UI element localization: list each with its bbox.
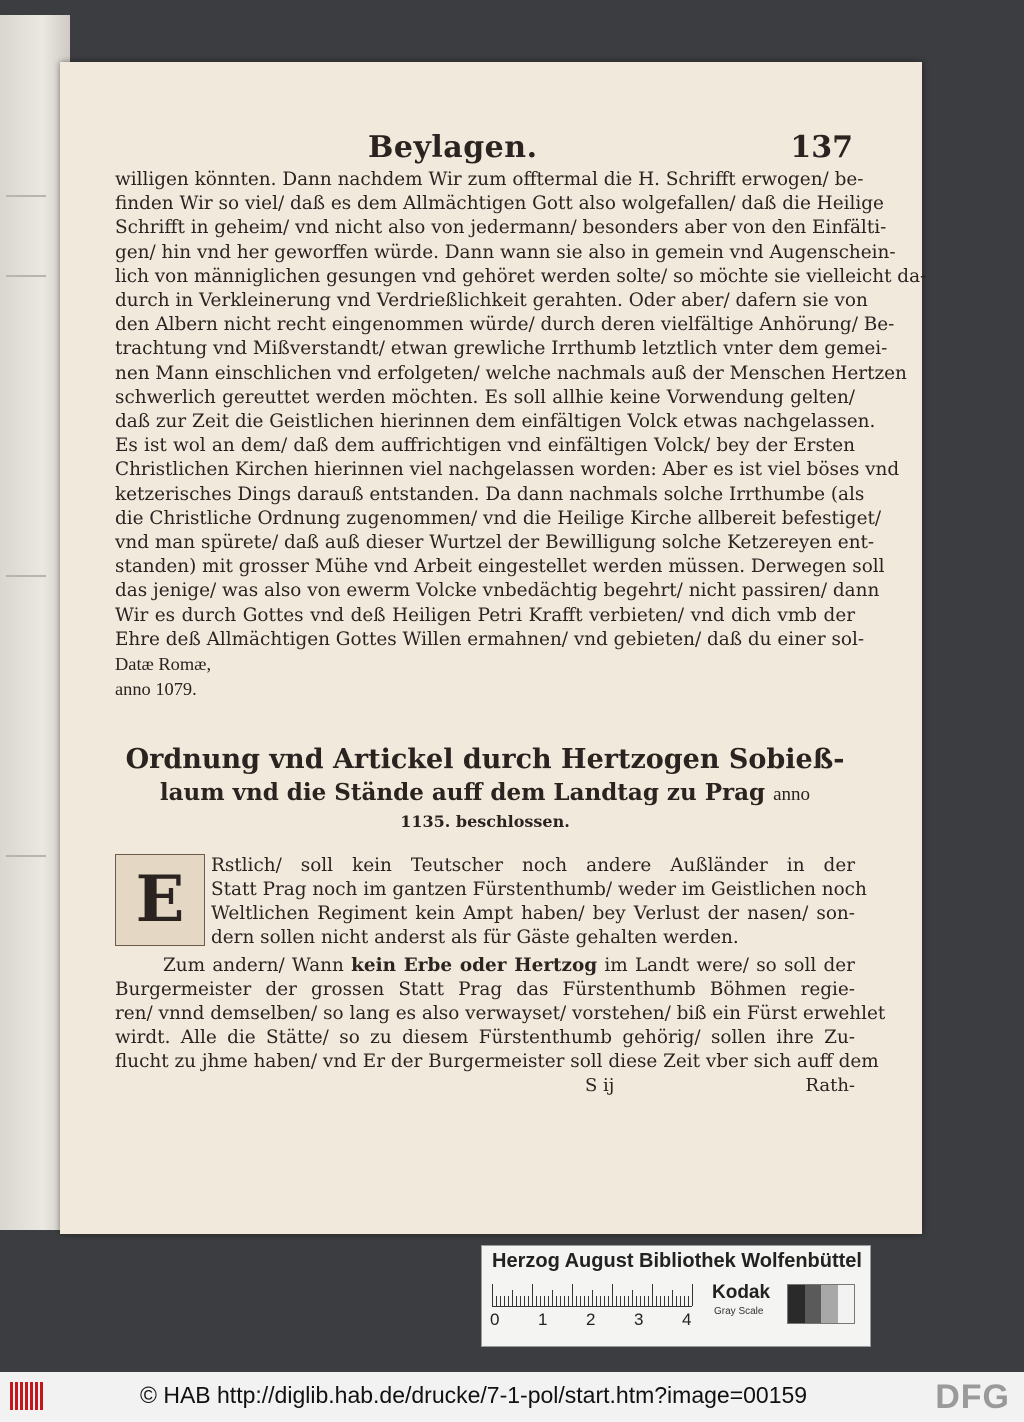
ruler-tick bbox=[576, 1296, 577, 1306]
text-line: Burgermeister der grossen Statt Prag das Fürstenthumb Böhmen regie- bbox=[115, 979, 855, 1001]
ruler-tick bbox=[568, 1296, 569, 1306]
text-line: Schrifft in geheim/ vnd nicht also von jedermann/ besonders aber von den Einfälti- bbox=[115, 217, 887, 239]
ruler-tick bbox=[600, 1296, 601, 1306]
ruler-tick bbox=[584, 1296, 585, 1306]
bleed-mark bbox=[6, 275, 46, 277]
ruler-number: 2 bbox=[586, 1310, 596, 1329]
datum-year: anno 1079. bbox=[115, 679, 197, 700]
heading-line-3: 1135. beschlossen. bbox=[400, 812, 570, 832]
ruler-tick bbox=[628, 1296, 629, 1306]
ruler-tick bbox=[536, 1296, 537, 1306]
ordnung-section bbox=[115, 854, 886, 1100]
ruler-tick bbox=[596, 1296, 597, 1306]
heading-line-2 bbox=[115, 778, 855, 810]
text-line: das jenige/ was also von ewerm Volcke vnbedächtig begehrt/ nicht passiren/ dann bbox=[115, 580, 880, 602]
text-line: standen) mit grosser Mühe vnd Arbeit eingestellet werden müssen. Derwegen soll bbox=[115, 556, 885, 578]
ruler-tick bbox=[616, 1296, 617, 1306]
measuring-ruler bbox=[492, 1284, 692, 1308]
heading-anno: anno bbox=[773, 784, 811, 806]
ruler-tick bbox=[684, 1296, 685, 1306]
zum-andern-bold: kein Erbe oder Hertzog bbox=[351, 955, 598, 977]
signature-mark: S ij bbox=[585, 1075, 615, 1097]
ruler-tick bbox=[544, 1296, 545, 1306]
heading-line-1: Ordnung vnd Artickel durch Hertzogen Sobieß- bbox=[125, 744, 845, 776]
ruler-tick bbox=[688, 1296, 689, 1306]
catchword: Rath- bbox=[805, 1075, 855, 1097]
ruler-tick bbox=[648, 1296, 649, 1306]
text-line: Weltlichen Regiment kein Ampt haben/ bey Verlust der nasen/ son- bbox=[211, 903, 855, 925]
text-line bbox=[115, 652, 855, 677]
page-content bbox=[115, 130, 927, 1100]
logo-bar bbox=[30, 1382, 33, 1410]
ruler-tick bbox=[492, 1284, 493, 1306]
gray-patch bbox=[821, 1285, 838, 1323]
text-line: lich von männiglichen gesungen vnd gehöret werden solte/ so möchte sie vielleicht da- bbox=[115, 265, 927, 287]
ruler-tick bbox=[560, 1296, 561, 1306]
footer-bar bbox=[0, 1372, 1024, 1422]
ruler-tick bbox=[572, 1284, 573, 1306]
ruler-tick bbox=[512, 1290, 513, 1306]
ruler-tick bbox=[656, 1296, 657, 1306]
ruler-number: 4 bbox=[682, 1310, 692, 1329]
running-title: Beylagen. bbox=[368, 130, 538, 165]
text-line: Christlichen Kirchen hierinnen viel nachgelassen worden: Aber es ist viel böses vnd bbox=[115, 459, 900, 481]
text-line: nen Mann einschlichen vnd erfolgeten/ welche nachmals auß der Menschen Hertzen bbox=[115, 362, 907, 384]
ruler-number: 3 bbox=[634, 1310, 644, 1329]
text-line: ketzerisches Dings darauß entstanden. Da dann nachmals solche Irrthumbe (als bbox=[115, 483, 865, 505]
text-line: schwerlich gereuttet werden möchten. Es soll allhie keine Vorwendung gelten/ bbox=[115, 386, 855, 408]
ruler-tick bbox=[624, 1296, 625, 1306]
ordnung-second-article bbox=[115, 978, 886, 1074]
ruler-tick bbox=[604, 1296, 605, 1306]
ruler-tick bbox=[680, 1296, 681, 1306]
hab-logo-icon bbox=[10, 1382, 50, 1410]
gray-scale-patches bbox=[787, 1284, 855, 1324]
text-line: gen/ hin vnd her geworffen würde. Dann wann sie also in gemein vnd Augenschein- bbox=[115, 241, 896, 263]
ruler-tick bbox=[588, 1296, 589, 1306]
gray-scale-label: Gray Scale bbox=[714, 1306, 764, 1317]
ruler-tick bbox=[564, 1296, 565, 1306]
ruler-tick bbox=[660, 1296, 661, 1306]
text-line: flucht zu jhme haben/ vnd Er der Burgermeister soll diese Zeit vber sich auff dem bbox=[115, 1051, 879, 1073]
text-line: willigen könnten. Dann nachdem Wir zum offtermal die H. Schrifft erwogen/ be- bbox=[115, 169, 864, 190]
ruler-tick bbox=[508, 1296, 509, 1306]
ruler-tick bbox=[640, 1296, 641, 1306]
text-line: durch in Verkleinerung vnd Verdrießlichkeit gerahten. Oder aber/ dafern sie von bbox=[115, 290, 868, 312]
logo-bar bbox=[10, 1382, 13, 1410]
kodak-label: Kodak bbox=[712, 1282, 771, 1303]
gray-patch bbox=[805, 1285, 822, 1323]
text-line: daß zur Zeit die Geistlichen hierinnen dem einfältigen Volck etwas nachgelassen. bbox=[115, 411, 876, 433]
ruler-tick bbox=[652, 1284, 653, 1306]
ruler-tick bbox=[540, 1296, 541, 1306]
dfg-logo: DFG bbox=[935, 1378, 1010, 1416]
text-line: Rstlich/ soll kein Teutscher noch andere Außländer in der bbox=[211, 855, 855, 877]
ruler-tick bbox=[520, 1296, 521, 1306]
ruler-tick bbox=[668, 1296, 669, 1306]
zum-andern-line bbox=[115, 954, 855, 978]
gray-patch bbox=[838, 1285, 855, 1323]
logo-bar bbox=[20, 1382, 23, 1410]
text-line: dern sollen nicht anderst als für Gäste gehalten werden. bbox=[211, 927, 739, 949]
ruler-tick bbox=[528, 1296, 529, 1306]
ruler-tick bbox=[556, 1296, 557, 1306]
running-head bbox=[115, 130, 855, 168]
text-line: Ehre deß Allmächtigen Gottes Willen ermahnen/ vnd gebieten/ daß du einer sol- bbox=[115, 628, 865, 650]
ruler-tick bbox=[516, 1296, 517, 1306]
signature-line bbox=[115, 1074, 855, 1100]
copyright-link[interactable]: © HAB http://diglib.hab.de/drucke/7-1-pol/start.htm?image=00159 bbox=[140, 1382, 808, 1408]
text-line: den Albern nicht recht eingenommen würde/ durch deren vielfältige Anhörung/ Be- bbox=[115, 314, 895, 336]
heading-line-2-text: laum vnd die Stände auff dem Landtag zu Prag bbox=[159, 779, 766, 807]
datum-year-line bbox=[115, 677, 855, 702]
ruler-tick bbox=[672, 1290, 673, 1306]
page-number: 137 bbox=[790, 130, 853, 165]
gray-patch bbox=[788, 1285, 805, 1323]
text-line: Es ist wol an dem/ daß dem auffrichtigen vnd einfältigen Volck/ bey der Ersten bbox=[115, 435, 855, 457]
scanned-page bbox=[60, 62, 927, 1234]
ruler-tick bbox=[620, 1296, 621, 1306]
text-line: Wir es durch Gottes vnd deß Heiligen Petri Krafft verbieten/ vnd dich vmb der bbox=[115, 604, 855, 626]
ruler-number: 1 bbox=[538, 1310, 548, 1329]
bleed-mark bbox=[6, 855, 46, 857]
ruler-tick bbox=[524, 1296, 525, 1306]
ruler-baseline bbox=[492, 1306, 692, 1307]
logo-bar bbox=[25, 1382, 28, 1410]
ruler-number: 0 bbox=[490, 1310, 500, 1329]
ruler-tick bbox=[532, 1284, 533, 1306]
logo-bar bbox=[35, 1382, 38, 1410]
ruler-tick bbox=[636, 1296, 637, 1306]
body-paragraph bbox=[115, 168, 927, 677]
section-heading bbox=[115, 742, 855, 834]
text-line: wirdt. Alle die Stätte/ so zu diesem Fürstenthumb gehörig/ sollen ihre Zu- bbox=[115, 1027, 855, 1049]
logo-bar bbox=[40, 1382, 43, 1410]
library-colour-target bbox=[481, 1245, 871, 1347]
text-line: finden Wir so viel/ daß es dem Allmächtigen Gott also wolgefallen/ daß die Heilige bbox=[115, 193, 884, 215]
text-line: vnd man spürete/ daß auß dieser Wurtzel der Bewilligung solche Ketzereyen ent- bbox=[115, 532, 875, 554]
ruler-tick bbox=[592, 1290, 593, 1306]
library-name: Herzog August Bibliothek Wolfenbüttel bbox=[492, 1250, 862, 1272]
ruler-tick bbox=[692, 1284, 693, 1306]
ruler-tick bbox=[580, 1296, 581, 1306]
ruler-tick bbox=[504, 1296, 505, 1306]
text-line: trachtung vnd Mißverstandt/ etwan grewliche Irrthumb letztlich vnter dem gemei- bbox=[115, 338, 888, 360]
text-line: ren/ vnnd demselben/ so lang es also verwayset/ vorstehen/ biß ein Fürst erwehlet bbox=[115, 1003, 886, 1025]
text-line: die Christliche Ordnung zugenommen/ vnd die Heilige Kirche allbereit befestiget/ bbox=[115, 507, 882, 529]
ordnung-first-article bbox=[115, 854, 867, 950]
logo-bar bbox=[15, 1382, 18, 1410]
ruler-tick bbox=[664, 1296, 665, 1306]
bleed-mark bbox=[6, 575, 46, 577]
datum-place: Datæ Romæ, bbox=[115, 654, 212, 675]
decorated-initial: E bbox=[115, 854, 205, 946]
text-line: Statt Prag noch im gantzen Fürstenthumb/ weder im Geistlichen noch bbox=[211, 879, 867, 901]
bleed-mark bbox=[6, 195, 46, 197]
zum-andern-end: im Landt were/ so soll der bbox=[604, 955, 855, 977]
ruler-tick bbox=[632, 1290, 633, 1306]
ruler-tick bbox=[612, 1284, 613, 1306]
ruler-tick bbox=[548, 1296, 549, 1306]
ruler-tick bbox=[496, 1296, 497, 1306]
ruler-tick bbox=[676, 1296, 677, 1306]
datum-block bbox=[115, 677, 855, 702]
ruler-tick bbox=[552, 1290, 553, 1306]
zum-andern-start: Zum andern/ Wann bbox=[163, 955, 344, 977]
ruler-tick bbox=[644, 1296, 645, 1306]
ruler-tick bbox=[608, 1296, 609, 1306]
ruler-tick bbox=[500, 1296, 501, 1306]
